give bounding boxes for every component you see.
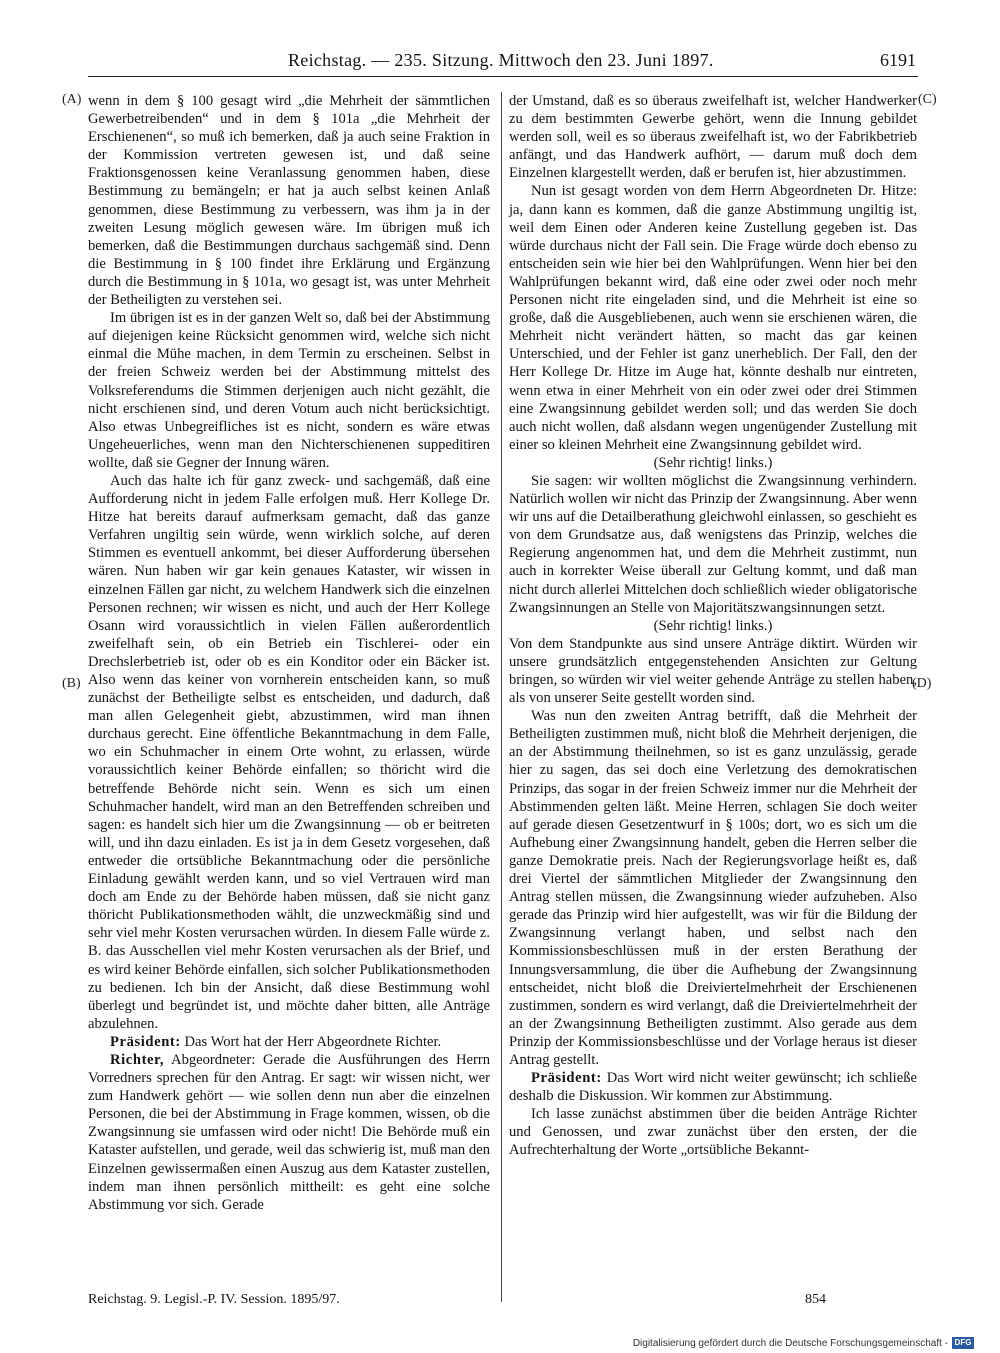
- speech-text: Das Wort wird nicht weiter gewünscht; ich schließe deshalb die Diskussion. Wir kommen zur Abstimmung.: [509, 1070, 917, 1105]
- paragraph: Ich lasse zunächst abstimmen über die beiden Anträge Richter und Genossen, und zwar zunächst über den ersten, der die Aufrechterhaltung der Worte „ortsübliche Bekannt-: [509, 1106, 917, 1159]
- paragraph: [88, 1033, 490, 1051]
- column-divider: [501, 92, 502, 1302]
- header-rule: [88, 76, 918, 77]
- right-column: [509, 92, 917, 1160]
- page-number: 6191: [880, 50, 916, 70]
- paragraph: [509, 1069, 917, 1105]
- running-title: Reichstag. — 235. Sitzung. Mittwoch den 23. Juni 1897.: [288, 50, 714, 70]
- speech-text: Das Wort hat der Herr Abgeordnete Richter.: [180, 1033, 442, 1050]
- margin-letter-a: (A): [62, 92, 82, 107]
- digitization-text: Digitalisierung gefördert durch die Deutsche Forschungsgemeinschaft -: [632, 1337, 948, 1349]
- paragraph: der Umstand, daß es so überaus zweifelhaft ist, welcher Handwerker zu dem bestimmten Gewerbe gehört, wenn die Innung gebildet werden soll, weil es so überaus zweifelhaft ist, wo der Fabrikbetrieb anfängt, und das Handwerk aufhört, — darum muß doch dem Einzelnen klargestellt werden, daß er berufen ist, hier abzustimmen.: [509, 93, 917, 182]
- paragraph: Im übrigen ist es in der ganzen Welt so, daß bei der Abstimmung auf diejenigen keine Rücksicht genommen wird, welche sich nicht einmal die Mühe machen, in dem Termin zu erscheinen. Selbst in der freien Schweiz werden bei der Abstimmung mittelst des Volksreferendums die Stimmen derjenigen auch nicht gezählt, die nicht erschienen sind, und deren Votum auch nicht berücksichtigt. Also etwas Unbegreifliches ist es nicht, sondern es wäre etwas Ungeheuerliches, wenn man den Nichterschienenen suppeditiren wollte, daß sie Gegner der Innung wären.: [88, 310, 490, 471]
- paragraph: Nun ist gesagt worden von dem Herrn Abgeordneten Dr. Hitze: ja, dann kann es kommen, daß die ganze Abstimmung ungiltig ist, weil dem Einen oder Anderen keine Zustellung gegeben ist. Das würde durchaus nicht der Fall sein. Die Frage würde doch ebenso zu entscheiden sein wie hier bei den Wahlprüfungen. Wenn hier bei den Wahlprüfungen bekannt wird, daß eine oder zwei oder noch mehr Personen nicht rite eingeladen sind, und die Mehrheit ist eine so große, daß die Ausgebliebenen, auch wenn sie erschienen wären, die Mehrheit nicht verändert hätten, so macht das gar keinen Unterschied, und der Fehler ist ganz unerheblich. Der Fall, den der Herr Kollege Dr. Hitze im Auge hat, könnte deshalb nur eintreten, wenn etwa in einer Mehrheit von ein oder zwei oder drei Stimmen eine Zwangsinnung gebildet werden soll; und das werden Sie doch auch nicht wollen, daß alsdann wegen ungenügender Zustellung mit einer so kleinen Mehrheit eine Zwangsinnung gebildet wird.: [509, 183, 917, 453]
- paragraph: Sie sagen: wir wollten möglichst die Zwangsinnung verhindern. Natürlich wollen wir nicht das Prinzip der Zwangsinnung. Aber wenn wir uns auf die Detailberathung gleichwohl einlassen, so geschieht es von dem Grundsatze aus, daß wenigstens das Prinzip, welches die Regierung angenommen hat, und dem die Mehrheit zustimmt, nun auch in korrekter Weise überall zur Geltung kommt, und daß man nicht durch allerlei Mittelchen doch schließlich wieder obligatorische Zwangsinnungen an Stelle von Majoritätszwangsinnungen setzt.: [509, 472, 917, 616]
- paragraph: Auch das halte ich für ganz zweck- und sachgemäß, daß eine Aufforderung nicht in jedem Falle erfolgen muß. Herr Kollege Dr. Hitze hat bereits darauf aufmerksam gemacht, daß das ganze Verfahren ungiltig sein würde, wenn wirklich solche, auf deren Stimmen es eventuell ankommt, bei dieser Aufforderung übersehen wären. Nun haben wir gar kein genaues Kataster, wir wissen in einzelnen Fällen gar nicht, zu welchem Handwerk sich die einzelnen Personen rechnen; wir wissen es nicht, und auch der Herr Kollege Osann wird voraussichtlich in vielen Fällen außerordentlich zweifelhaft sein, ob ein Betrieb ein Tischlerei- oder ein Drechslerbetrieb ist, oder ob es ein Konditor oder ein Bäcker ist. Also wenn das keiner von vornherein entscheiden kann, so muß zunächst der Betheiligte selbst es entscheiden, und dadurch, daß man allen Gelegenheit giebt, abzustimmen, wird man ihnen durchaus gerecht. Eine öffentliche Bekanntmachung in dem Falle, wo ein Schuhmacher in einem Orte wohnt, zu erlassen, würde voraussichtlich keiner Behörde einfallen; so thöricht wird die betreffende Behörde nicht sein. Wenn es sich um einen Schuhmacher handelt, wird man an den Betreffenden schreiben und sagen: es handelt sich hier um die Zwangsinnung — ob er beitreten will, und ihn dazu einladen. Es ist ja in dem Gesetz vorgesehen, daß entweder die ortsübliche Bekanntmachung oder die persönliche Einladung gewählt werden kann, und so viel Vertrauen wird man doch am Ende zu der Behörde haben müssen, daß sie nicht ganz thöricht Publikationsmethoden wählt, die unzweckmäßig sind und sehr viel mehr Kosten verursachen würden. In diesem Falle würde z. B. das Ausschellen viel mehr Kosten verursachen als der Brief, und es wird keiner Behörde einfallen, sich solcher Publikationsmethoden zu bedienen. Ich bin der Ansicht, daß diese Bestimmung wohl überlegt und begründet ist, und möchte daher bitten, alle Anträge abzulehnen.: [88, 472, 490, 1032]
- paragraph: wenn in dem § 100 gesagt wird „die Mehrheit der sämmtlichen Gewerbetreibenden“ und in dem § 101a „die Mehrheit der Erschienenen“, so muß ich bemerken, daß ja auch seine Fraktion in der Kommission vertreten gewesen ist, und daß seine Fraktionsgenossen keine Veranlassung genommen haben, diese Bestimmung zu bemängeln; er hat ja auch selbst keinen Anlaß genommen, diese Bestimmung zu verbessern, was ihm ja in der zweiten Lesung möglich gewesen wäre. Im übrigen muß ich bemerken, daß die Bestimmungen durchaus sachgemäß sind. Denn die Bestimmung in § 100 findet ihre Erklärung und Ergänzung durch die Bestimmung in § 101a, wo gesagt ist, was unter Mehrheit der Betheiligten zu verstehen sei.: [88, 93, 490, 309]
- digitization-note: [633, 1337, 974, 1349]
- interjection: (Sehr richtig! links.): [653, 617, 773, 634]
- interjection: (Sehr richtig! links.): [653, 454, 773, 471]
- paragraph: Von dem Standpunkte aus sind unsere Anträge diktirt. Würden wir unsere grundsätzlich entgegenstehenden Ansichten zur Geltung bringen, so würden wir viel weiter gehende Anträge zu stellen haben, als von unserer Seite gestellt worden sind.: [509, 635, 917, 707]
- speaker-name: Präsident:: [531, 1070, 602, 1087]
- margin-letter-b: (B): [62, 676, 81, 691]
- margin-letter-c: (C): [918, 92, 937, 107]
- speaker-name: Richter,: [110, 1051, 165, 1068]
- speaker-name: Präsident:: [110, 1033, 181, 1050]
- footer-signature: 854: [805, 1292, 826, 1307]
- left-column: [88, 92, 490, 1214]
- paragraph: Was nun den zweiten Antrag betrifft, daß die Mehrheit der Betheiligten zustimmen muß, nicht bloß die Mehrheit derjenigen, die an der Abstimmung theilnehmen, so ist es ganz unzulässig, gerade hier zu sagen, das sei doch eine Verletzung des demokratischen Prinzips, das sogar in der freien Schweiz immer nur die Mehrheit der Abstimmenden gelten läßt. Meine Herren, schlagen Sie doch weiter auf gerade diesen Gesetzentwurf in § 100s; dort, wo es sich um die Aufhebung einer Zwangsinnung handelt, geben die Herren selber die ganze Demokratie preis. Nach der Regierungsvorlage heißt es, daß drei Viertel der sämmtlichen Mitglieder der Zwangsinnung den Antrag stellen müssen, die Zwangsinnung wieder aufzuheben. Also gerade das Prinzip wird hier aufgestellt, was wir für die Bildung der Zwangsinnung verlangt haben, und selbst nach den Kommissionsbeschlüssen muß in der ersten Berathung der Innungsversammlung, die über die Aufhebung der Zwangsinnung entscheidet, nicht bloß die Dreiviertelmehrheit der Erschienenen zustimmen, sondern es wird verlangt, daß die Dreiviertelmehrheit der an der Zwangsinnung Betheiligten zustimmt. Also gerade aus dem Prinzip der Kommissionsbeschlüsse und der Vorlage heraus ist dieser Antrag gestellt.: [509, 708, 917, 1068]
- paragraph: [88, 1051, 490, 1214]
- speech-text: Abgeordneter: Gerade die Ausführungen des Herrn Vorredners sprechen für den Antrag. Er sagt: wir wissen nicht, wer zum Handwerk gehört — wie sollen denn nun aber die einzelnen Personen, die bei der Abstimmung in Frage kommen, wissen, ob die Zwangsinnung sie umfassen wird oder nicht! Die Behörde muß ein Kataster aufstellen, und gerade, weil das schwierig ist, muß man den Einzelnen gewissermaßen einen Auszug aus dem Kataster zustellen, indem man ihnen persönlich mittheilt: es geht eine solche Abstimmung vor sich. Gerade: [88, 1051, 490, 1213]
- running-header: [88, 50, 916, 76]
- footer-session: Reichstag. 9. Legisl.-P. IV. Session. 1895/97.: [88, 1292, 340, 1307]
- margin-letter-d: (D): [912, 676, 932, 691]
- dfg-logo-icon: DFG: [952, 1337, 974, 1349]
